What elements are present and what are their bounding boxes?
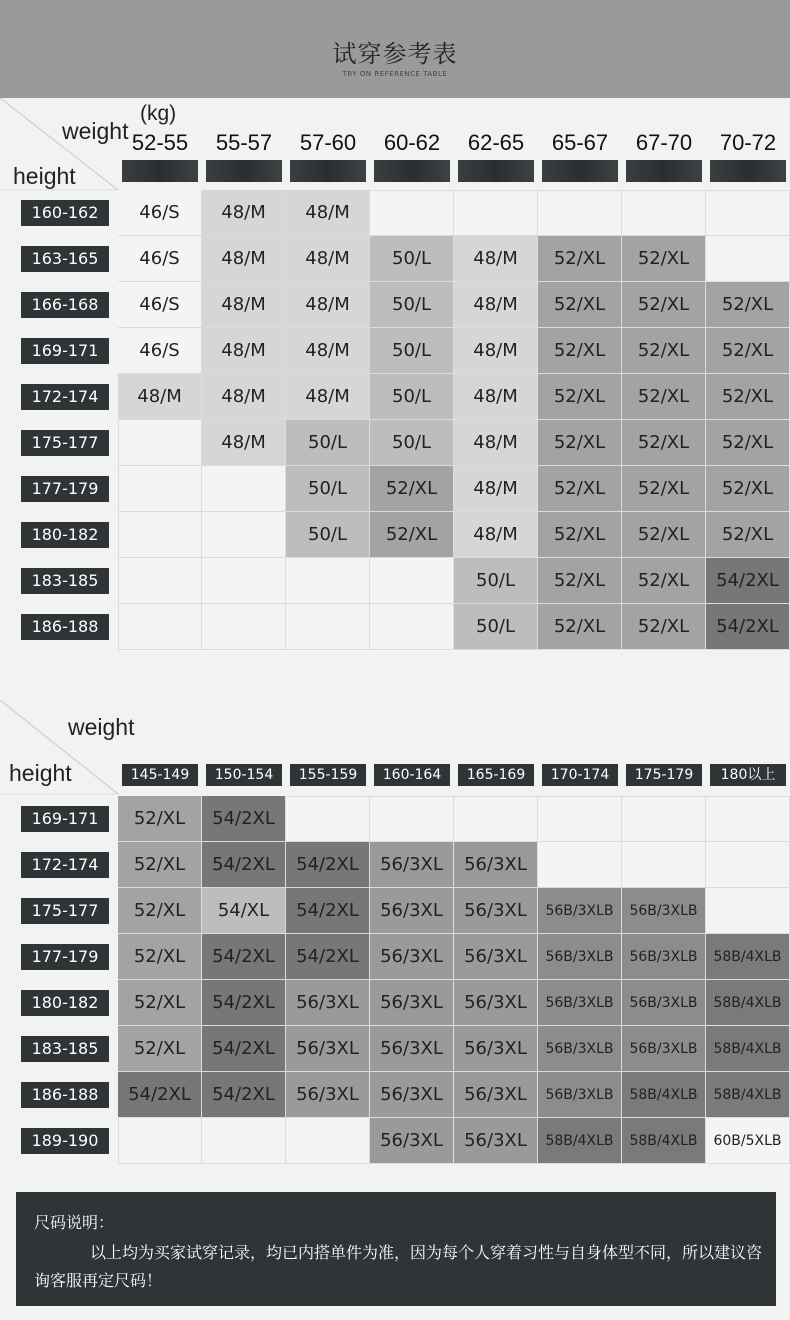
size-cell: 56/3XL	[286, 1072, 370, 1118]
size-cell: 50/L	[370, 236, 454, 282]
height-row-label: 186-188	[21, 614, 109, 640]
size-cell	[118, 466, 202, 512]
size-cell	[118, 558, 202, 604]
size-cell: 48/M	[286, 236, 370, 282]
size-cell: 52/XL	[118, 842, 202, 888]
size-cell: 48/M	[202, 190, 286, 236]
size-cell: 56/3XL	[286, 1026, 370, 1072]
size-cell	[202, 604, 286, 650]
height-row-label: 169-171	[21, 806, 109, 832]
size-cell	[286, 558, 370, 604]
size-cell: 52/XL	[622, 604, 706, 650]
weight-column-bar	[542, 160, 618, 182]
page-subtitle: TRY ON REFERENCE TABLE	[342, 70, 448, 78]
size-cell: 50/L	[286, 420, 370, 466]
size-cell: 56/3XL	[454, 934, 538, 980]
size-cell: 56/3XL	[454, 1026, 538, 1072]
size-cell: 54/2XL	[286, 888, 370, 934]
weight-column-bar	[206, 160, 282, 182]
size-cell: 52/XL	[118, 934, 202, 980]
size-cell: 48/M	[454, 512, 538, 558]
size-cell	[538, 796, 622, 842]
size-cell: 52/XL	[538, 558, 622, 604]
size-cell: 56/3XL	[370, 842, 454, 888]
size-cell: 48/M	[454, 282, 538, 328]
size-cell: 56/3XL	[286, 980, 370, 1026]
size-cell: 52/XL	[538, 236, 622, 282]
size-cell: 52/XL	[706, 512, 790, 558]
height-row-label: 177-179	[21, 944, 109, 970]
weight-column-header: 155-159	[290, 764, 366, 786]
size-cell: 58B/4XLB	[622, 1118, 706, 1164]
size-cell	[370, 796, 454, 842]
note-body: 以上均为买家试穿记录，均已内搭单件为准，因为每个人穿着习性与自身体型不同，所以建议咨询客服再定尺码！	[34, 1243, 763, 1290]
size-cell: 52/XL	[622, 328, 706, 374]
size-cell: 50/L	[454, 604, 538, 650]
size-cell: 56/3XL	[454, 1118, 538, 1164]
size-cell: 56/3XL	[454, 1072, 538, 1118]
size-cell	[454, 796, 538, 842]
size-cell: 52/XL	[706, 466, 790, 512]
weight-column-bar	[626, 160, 702, 182]
size-cell: 52/XL	[622, 558, 706, 604]
size-cell: 52/XL	[118, 888, 202, 934]
size-cell: 56B/3XLB	[622, 1026, 706, 1072]
weight-column-header: 145-149	[122, 764, 198, 786]
weight-column-header: 70-72	[719, 130, 777, 155]
size-cell: 52/XL	[538, 282, 622, 328]
size-cell: 54/2XL	[202, 1072, 286, 1118]
size-cell	[202, 558, 286, 604]
size-cell: 56B/3XLB	[538, 934, 622, 980]
size-cell: 48/M	[454, 236, 538, 282]
height-row-label: 177-179	[21, 476, 109, 502]
size-cell: 48/M	[286, 328, 370, 374]
size-cell: 52/XL	[622, 282, 706, 328]
size-cell: 58B/4XLB	[706, 934, 790, 980]
size-cell: 56/3XL	[370, 980, 454, 1026]
size-cell: 52/XL	[538, 420, 622, 466]
height-label: height	[13, 163, 76, 189]
size-cell: 50/L	[370, 282, 454, 328]
weight-column-header: 60-62	[383, 130, 441, 155]
page-title: 试穿参考表	[332, 40, 458, 68]
size-cell: 48/M	[202, 236, 286, 282]
size-cell: 48/M	[454, 374, 538, 420]
size-cell	[622, 190, 706, 236]
size-cell	[370, 558, 454, 604]
weight-column-bar	[374, 160, 450, 182]
weight-column-header: 150-154	[206, 764, 282, 786]
size-cell	[622, 796, 706, 842]
size-cell: 52/XL	[370, 466, 454, 512]
size-cell: 52/XL	[706, 328, 790, 374]
size-cell	[706, 888, 790, 934]
size-cell	[202, 512, 286, 558]
size-cell: 50/L	[370, 420, 454, 466]
weight-column-bar	[458, 160, 534, 182]
size-cell: 48/M	[454, 466, 538, 512]
weight-column-header: 65-67	[551, 130, 609, 155]
size-cell: 56B/3XLB	[538, 1026, 622, 1072]
size-cell: 54/2XL	[706, 604, 790, 650]
size-cell: 52/XL	[538, 328, 622, 374]
size-cell: 54/2XL	[202, 796, 286, 842]
weight-column-header: 180以上	[710, 764, 786, 786]
size-cell: 52/XL	[622, 374, 706, 420]
height-label-2: height	[9, 760, 72, 786]
weight-column-bar	[710, 160, 786, 182]
size-cell	[454, 190, 538, 236]
size-cell	[538, 842, 622, 888]
size-cell	[286, 1118, 370, 1164]
size-cell: 52/XL	[622, 236, 706, 282]
size-cell: 56/3XL	[370, 934, 454, 980]
size-cell: 54/2XL	[286, 934, 370, 980]
size-cell: 50/L	[370, 328, 454, 374]
height-row-label: 163-165	[21, 246, 109, 272]
size-cell	[706, 842, 790, 888]
size-cell	[622, 842, 706, 888]
size-cell	[370, 190, 454, 236]
size-cell	[706, 796, 790, 842]
size-cell: 52/XL	[706, 420, 790, 466]
size-cell: 48/M	[286, 374, 370, 420]
size-cell: 48/M	[202, 282, 286, 328]
height-row-label: 175-177	[21, 430, 109, 456]
height-row-label: 175-177	[21, 898, 109, 924]
size-cell: 54/2XL	[706, 558, 790, 604]
size-cell: 46/S	[118, 282, 202, 328]
unit-label: (kg)	[140, 102, 177, 125]
size-cell	[706, 190, 790, 236]
weight-column-header: 67-70	[635, 130, 693, 155]
size-cell: 56B/3XLB	[538, 888, 622, 934]
size-cell: 54/2XL	[286, 842, 370, 888]
height-row-label: 166-168	[21, 292, 109, 318]
height-row-label: 183-185	[21, 568, 109, 594]
size-cell: 48/M	[454, 328, 538, 374]
size-cell: 58B/4XLB	[706, 980, 790, 1026]
size-cell: 52/XL	[118, 1026, 202, 1072]
size-cell	[202, 1118, 286, 1164]
weight-label: weight	[62, 118, 129, 144]
height-row-label: 172-174	[21, 852, 109, 878]
size-cell: 56/3XL	[370, 1026, 454, 1072]
size-cell: 56B/3XLB	[622, 980, 706, 1026]
size-cell: 50/L	[454, 558, 538, 604]
size-cell: 52/XL	[622, 512, 706, 558]
header-banner	[0, 0, 790, 98]
size-cell	[118, 512, 202, 558]
weight-column-header: 62-65	[467, 130, 525, 155]
size-cell: 60B/5XLB	[706, 1118, 790, 1164]
weight-label-2: weight	[68, 714, 135, 740]
size-cell: 48/M	[118, 374, 202, 420]
weight-column-header: 55-57	[215, 130, 273, 155]
size-cell: 48/M	[202, 328, 286, 374]
weight-column-header: 57-60	[299, 130, 357, 155]
size-cell	[202, 466, 286, 512]
size-cell: 48/M	[202, 374, 286, 420]
size-cell: 52/XL	[622, 466, 706, 512]
note-title: 尺码说明：	[34, 1213, 115, 1232]
size-cell: 48/M	[454, 420, 538, 466]
size-cell: 54/2XL	[202, 934, 286, 980]
size-cell: 52/XL	[538, 374, 622, 420]
size-cell: 52/XL	[538, 466, 622, 512]
weight-column-bar	[122, 160, 198, 182]
size-cell: 46/S	[118, 236, 202, 282]
size-cell: 56B/3XLB	[622, 888, 706, 934]
size-cell	[538, 190, 622, 236]
height-row-label: 160-162	[21, 200, 109, 226]
size-cell: 58B/4XLB	[706, 1072, 790, 1118]
size-cell	[370, 604, 454, 650]
weight-column-header: 52-55	[131, 130, 189, 155]
size-cell	[118, 1118, 202, 1164]
weight-column-header: 160-164	[374, 764, 450, 786]
size-cell: 56/3XL	[454, 888, 538, 934]
size-cell: 52/XL	[538, 512, 622, 558]
height-row-label: 183-185	[21, 1036, 109, 1062]
height-row-label: 186-188	[21, 1082, 109, 1108]
size-cell: 58B/4XLB	[706, 1026, 790, 1072]
size-cell: 54/2XL	[202, 842, 286, 888]
size-cell: 56/3XL	[370, 888, 454, 934]
height-row-label: 169-171	[21, 338, 109, 364]
size-cell: 56/3XL	[454, 980, 538, 1026]
size-cell: 48/M	[286, 190, 370, 236]
size-cell: 56B/3XLB	[622, 934, 706, 980]
size-cell: 52/XL	[622, 420, 706, 466]
height-row-label: 189-190	[21, 1128, 109, 1154]
size-cell: 50/L	[370, 374, 454, 420]
size-cell	[118, 420, 202, 466]
height-row-label: 180-182	[21, 990, 109, 1016]
size-cell: 56B/3XLB	[538, 1072, 622, 1118]
size-cell: 52/XL	[118, 796, 202, 842]
size-cell: 48/M	[202, 420, 286, 466]
size-cell: 56/3XL	[454, 842, 538, 888]
size-cell	[286, 796, 370, 842]
size-cell: 54/2XL	[202, 980, 286, 1026]
size-cell: 46/S	[118, 328, 202, 374]
size-cell: 58B/4XLB	[622, 1072, 706, 1118]
size-cell	[706, 236, 790, 282]
size-cell: 48/M	[286, 282, 370, 328]
height-row-label: 180-182	[21, 522, 109, 548]
size-cell: 58B/4XLB	[538, 1118, 622, 1164]
size-cell: 54/2XL	[118, 1072, 202, 1118]
size-note	[16, 1192, 776, 1306]
size-cell: 56/3XL	[370, 1072, 454, 1118]
size-cell: 52/XL	[538, 604, 622, 650]
size-cell: 56B/3XLB	[538, 980, 622, 1026]
size-cell: 52/XL	[118, 980, 202, 1026]
size-cell: 50/L	[286, 466, 370, 512]
size-cell: 54/2XL	[202, 1026, 286, 1072]
weight-column-bar	[290, 160, 366, 182]
weight-column-header: 165-169	[458, 764, 534, 786]
size-cell: 56/3XL	[370, 1118, 454, 1164]
size-cell: 54/XL	[202, 888, 286, 934]
size-cell	[118, 604, 202, 650]
size-cell	[286, 604, 370, 650]
size-cell: 52/XL	[706, 374, 790, 420]
weight-column-header: 170-174	[542, 764, 618, 786]
height-row-label: 172-174	[21, 384, 109, 410]
weight-column-header: 175-179	[626, 764, 702, 786]
size-cell: 52/XL	[706, 282, 790, 328]
size-cell: 50/L	[286, 512, 370, 558]
size-cell: 46/S	[118, 190, 202, 236]
size-cell: 52/XL	[370, 512, 454, 558]
